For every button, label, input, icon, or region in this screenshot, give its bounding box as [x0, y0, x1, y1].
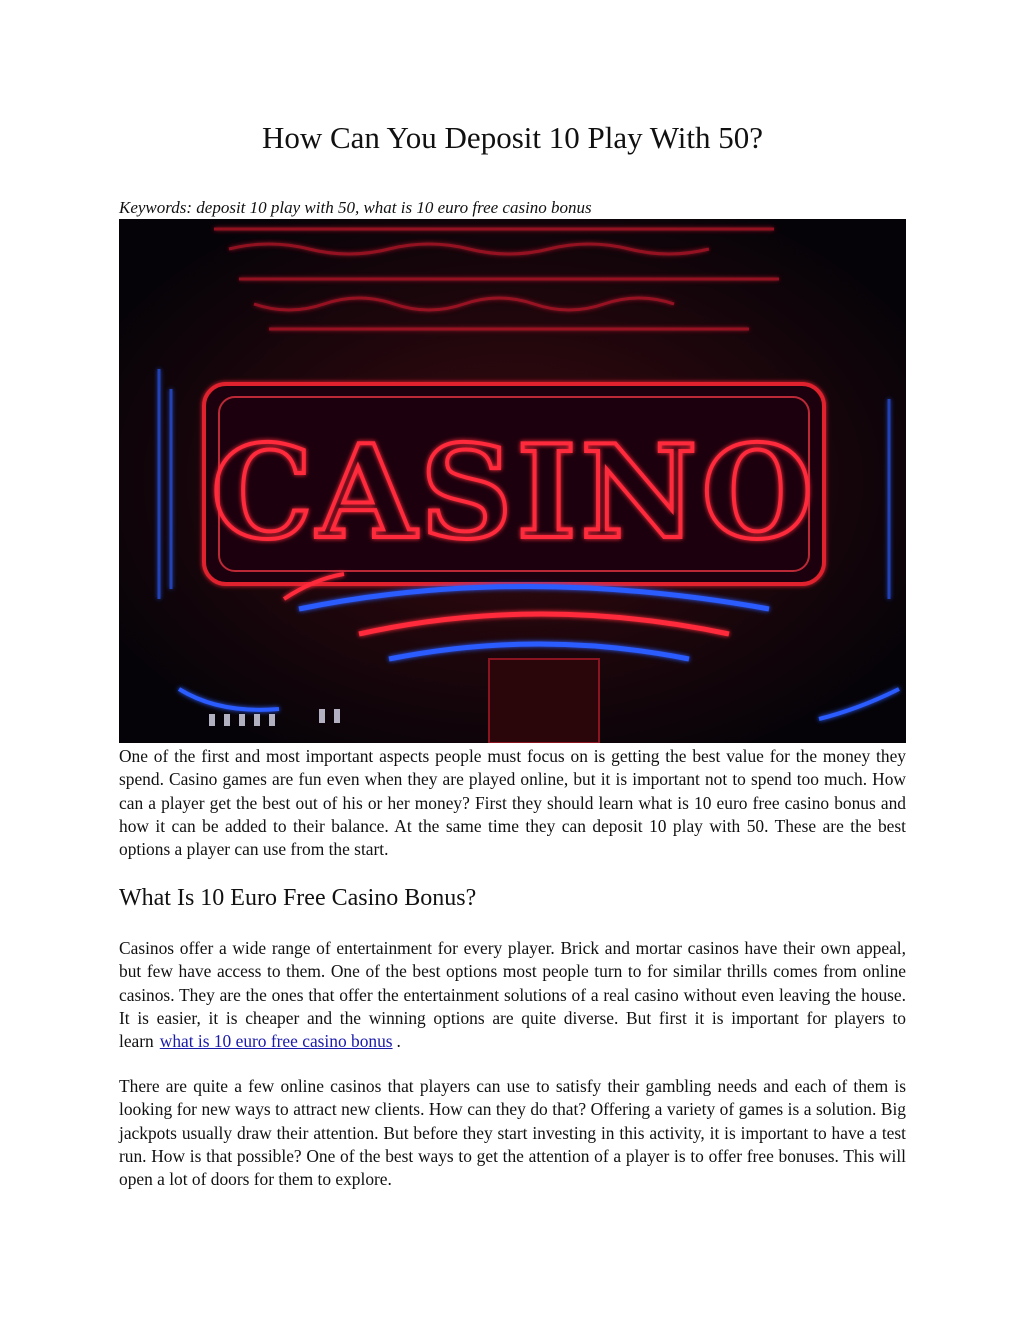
casino-neon-photo — [119, 219, 906, 743]
intro-paragraph: One of the first and most important aspects people must focus on is getting the best value for the money they spend. Casino games are fun even when they are played online, but it is important not to spend too much. How can a player get the best out of his or her money? First they should learn what is 10 euro free casino bonus and how it can be added to their balance. At the same time they can deposit 10 play with 50. These are the best options a player can use from the start. — [119, 746, 906, 860]
section-heading: What Is 10 Euro Free Casino Bonus? — [119, 885, 477, 911]
casino-bonus-link[interactable]: what is 10 euro free casino bonus — [159, 1031, 393, 1052]
body-paragraph-3: There are quite a few online casinos that players can use to satisfy their gambling needs and each of them is looking for new ways to attract new clients. How can they do that? Offering a variety of games is a solution. Big jackpots usually draw their attention. But before they start investing in this activity, it is important to have a test run. How is that possible? One of the best ways to get the attention of a player is to offer free bonuses. This will open a lot of doors for them to explore. — [119, 1076, 906, 1190]
body-paragraph-2 — [119, 937, 906, 1053]
paragraph-2-end: . — [396, 1031, 401, 1052]
keywords-line: Keywords: deposit 10 play with 50, what is 10 euro free casino bonus — [119, 198, 592, 217]
neon-casino-sign: CASINO — [211, 418, 817, 568]
paragraph-2-text: Casinos offer a wide range of entertainment for every player. Brick and mortar casinos have their own appeal, but few have access to them. One of the best options most people turn to for similar thrills comes from online casinos. They are the ones that offer the entertainment solutions of a real casino without even leaving the house. It is easier, it is cheaper and the winning options are quite diverse. But first it is important for players to learn — [119, 938, 906, 1052]
page-title: How Can You Deposit 10 Play With 50? — [261, 120, 764, 155]
